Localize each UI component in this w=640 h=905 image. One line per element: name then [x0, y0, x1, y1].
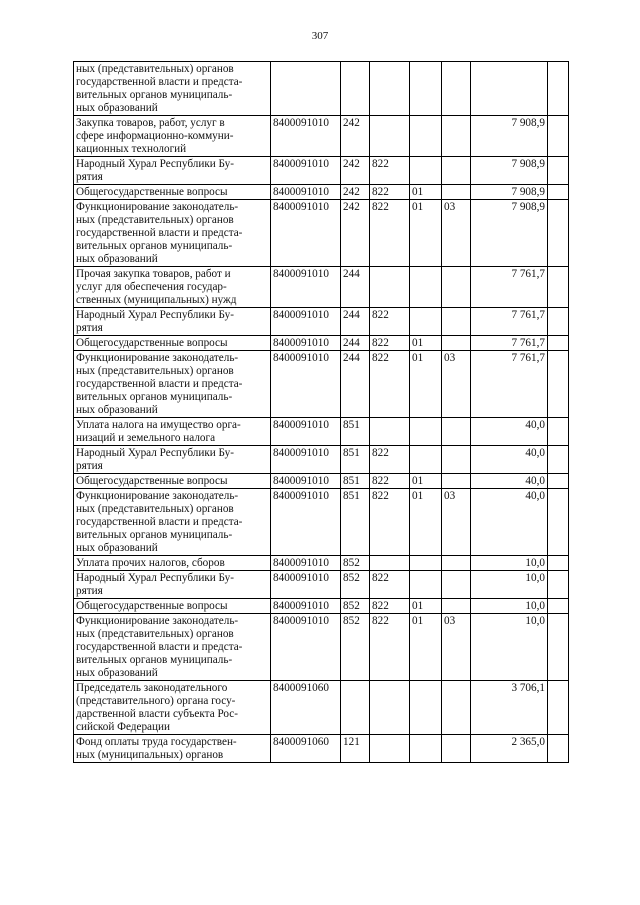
subsection-code-cell	[442, 556, 471, 571]
empty-cell	[548, 308, 569, 336]
section-code-cell: 01	[410, 336, 442, 351]
table-row	[74, 267, 569, 308]
expense-type-code-cell: 852	[341, 556, 370, 571]
table-row	[74, 336, 569, 351]
table-row	[74, 446, 569, 474]
expense-name-cell: Прочая закупка товаров, работ и услуг для обеспечения государ- ственных (муниципальных) нужд	[74, 267, 271, 308]
table-row	[74, 351, 569, 418]
amount-cell: 7 761,7	[471, 351, 548, 418]
section-code-cell	[410, 157, 442, 185]
expense-type-code-cell: 851	[341, 446, 370, 474]
administrator-code-cell	[370, 116, 410, 157]
target-article-code-cell: 8400091010	[271, 446, 341, 474]
table-row	[74, 735, 569, 763]
expense-type-code-cell: 851	[341, 418, 370, 446]
expense-type-code-cell: 852	[341, 614, 370, 681]
administrator-code-cell	[370, 418, 410, 446]
target-article-code-cell: 8400091010	[271, 336, 341, 351]
expense-name-cell: Функционирование законодатель- ных (представительных) органов государственной власти и предста- вительных органов муниципаль- ных образований	[74, 614, 271, 681]
expense-name-cell: Общегосударственные вопросы	[74, 474, 271, 489]
expense-type-code-cell: 242	[341, 200, 370, 267]
target-article-code-cell: 8400091010	[271, 489, 341, 556]
expense-type-code-cell: 242	[341, 157, 370, 185]
budget-table	[73, 61, 569, 763]
table-row	[74, 308, 569, 336]
expense-type-code-cell: 242	[341, 185, 370, 200]
target-article-code-cell: 8400091010	[271, 474, 341, 489]
table-row	[74, 157, 569, 185]
section-code-cell: 01	[410, 489, 442, 556]
empty-cell	[548, 681, 569, 735]
expense-type-code-cell: 244	[341, 308, 370, 336]
empty-cell	[548, 474, 569, 489]
amount-cell: 10,0	[471, 599, 548, 614]
empty-cell	[548, 351, 569, 418]
target-article-code-cell: 8400091060	[271, 735, 341, 763]
expense-type-code-cell: 852	[341, 599, 370, 614]
expense-name-cell: Общегосударственные вопросы	[74, 599, 271, 614]
expense-type-code-cell: 852	[341, 571, 370, 599]
expense-type-code-cell	[341, 681, 370, 735]
empty-cell	[548, 267, 569, 308]
subsection-code-cell	[442, 116, 471, 157]
expense-type-code-cell: 242	[341, 116, 370, 157]
expense-name-cell: Фонд оплаты труда государствен- ных (муниципальных) органов	[74, 735, 271, 763]
expense-type-code-cell: 244	[341, 267, 370, 308]
expense-name-cell: Закупка товаров, работ, услуг в сфере информационно-коммуни- кационных технологий	[74, 116, 271, 157]
empty-cell	[548, 446, 569, 474]
amount-cell: 10,0	[471, 571, 548, 599]
section-code-cell	[410, 571, 442, 599]
amount-cell: 7 761,7	[471, 336, 548, 351]
administrator-code-cell	[370, 681, 410, 735]
table-row	[74, 681, 569, 735]
amount-cell: 7 761,7	[471, 308, 548, 336]
amount-cell: 7 908,9	[471, 185, 548, 200]
subsection-code-cell	[442, 599, 471, 614]
target-article-code-cell: 8400091010	[271, 308, 341, 336]
subsection-code-cell	[442, 735, 471, 763]
target-article-code-cell: 8400091010	[271, 157, 341, 185]
section-code-cell	[410, 418, 442, 446]
administrator-code-cell: 822	[370, 308, 410, 336]
expense-name-cell: Народный Хурал Республики Бу- рятия	[74, 571, 271, 599]
administrator-code-cell: 822	[370, 489, 410, 556]
empty-cell	[548, 614, 569, 681]
section-code-cell: 01	[410, 185, 442, 200]
administrator-code-cell: 822	[370, 351, 410, 418]
amount-cell: 40,0	[471, 446, 548, 474]
expense-name-cell: Народный Хурал Республики Бу- рятия	[74, 308, 271, 336]
subsection-code-cell: 03	[442, 614, 471, 681]
amount-cell: 7 761,7	[471, 267, 548, 308]
amount-cell: 7 908,9	[471, 157, 548, 185]
section-code-cell: 01	[410, 351, 442, 418]
amount-cell: 2 365,0	[471, 735, 548, 763]
empty-cell	[548, 157, 569, 185]
table-row	[74, 62, 569, 116]
administrator-code-cell	[370, 556, 410, 571]
target-article-code-cell: 8400091010	[271, 614, 341, 681]
administrator-code-cell: 822	[370, 157, 410, 185]
expense-name-cell: Общегосударственные вопросы	[74, 185, 271, 200]
amount-cell	[471, 62, 548, 116]
section-code-cell	[410, 308, 442, 336]
section-code-cell: 01	[410, 474, 442, 489]
empty-cell	[548, 200, 569, 267]
administrator-code-cell: 822	[370, 336, 410, 351]
section-code-cell	[410, 267, 442, 308]
empty-cell	[548, 571, 569, 599]
table-row	[74, 599, 569, 614]
target-article-code-cell: 8400091010	[271, 185, 341, 200]
expense-name-cell: Уплата налога на имущество орга- низаций и земельного налога	[74, 418, 271, 446]
section-code-cell	[410, 116, 442, 157]
expense-type-code-cell: 851	[341, 474, 370, 489]
amount-cell: 40,0	[471, 489, 548, 556]
subsection-code-cell	[442, 308, 471, 336]
subsection-code-cell	[442, 446, 471, 474]
section-code-cell: 01	[410, 614, 442, 681]
amount-cell: 7 908,9	[471, 116, 548, 157]
section-code-cell: 01	[410, 599, 442, 614]
target-article-code-cell: 8400091010	[271, 599, 341, 614]
expense-name-cell: Народный Хурал Республики Бу- рятия	[74, 446, 271, 474]
section-code-cell	[410, 681, 442, 735]
table-row	[74, 489, 569, 556]
amount-cell: 40,0	[471, 418, 548, 446]
subsection-code-cell	[442, 267, 471, 308]
amount-cell: 7 908,9	[471, 200, 548, 267]
table-row	[74, 200, 569, 267]
empty-cell	[548, 185, 569, 200]
subsection-code-cell	[442, 474, 471, 489]
table-body	[74, 62, 569, 763]
empty-cell	[548, 599, 569, 614]
administrator-code-cell	[370, 62, 410, 116]
empty-cell	[548, 62, 569, 116]
administrator-code-cell: 822	[370, 446, 410, 474]
expense-type-code-cell: 244	[341, 336, 370, 351]
subsection-code-cell: 03	[442, 351, 471, 418]
target-article-code-cell: 8400091010	[271, 267, 341, 308]
empty-cell	[548, 556, 569, 571]
target-article-code-cell	[271, 62, 341, 116]
empty-cell	[548, 116, 569, 157]
table-row	[74, 556, 569, 571]
subsection-code-cell	[442, 336, 471, 351]
expense-name-cell: Уплата прочих налогов, сборов	[74, 556, 271, 571]
table-row	[74, 571, 569, 599]
subsection-code-cell	[442, 157, 471, 185]
subsection-code-cell: 03	[442, 200, 471, 267]
target-article-code-cell: 8400091060	[271, 681, 341, 735]
subsection-code-cell	[442, 185, 471, 200]
empty-cell	[548, 489, 569, 556]
administrator-code-cell: 822	[370, 614, 410, 681]
table-row	[74, 185, 569, 200]
table-row	[74, 116, 569, 157]
target-article-code-cell: 8400091010	[271, 116, 341, 157]
expense-type-code-cell: 121	[341, 735, 370, 763]
administrator-code-cell: 822	[370, 571, 410, 599]
amount-cell: 10,0	[471, 614, 548, 681]
section-code-cell	[410, 735, 442, 763]
administrator-code-cell: 822	[370, 599, 410, 614]
empty-cell	[548, 336, 569, 351]
expense-name-cell: ных (представительных) органов государственной власти и предста- вительных органов муниципаль- ных образований	[74, 62, 271, 116]
expense-name-cell: Председатель законодательного (представительного) органа госу- дарственной власти субъекта Рос- сийской Федерации	[74, 681, 271, 735]
expense-name-cell: Народный Хурал Республики Бу- рятия	[74, 157, 271, 185]
target-article-code-cell: 8400091010	[271, 556, 341, 571]
expense-type-code-cell: 851	[341, 489, 370, 556]
subsection-code-cell	[442, 681, 471, 735]
section-code-cell: 01	[410, 200, 442, 267]
table-row	[74, 614, 569, 681]
target-article-code-cell: 8400091010	[271, 571, 341, 599]
administrator-code-cell	[370, 735, 410, 763]
target-article-code-cell: 8400091010	[271, 418, 341, 446]
expense-type-code-cell	[341, 62, 370, 116]
amount-cell: 40,0	[471, 474, 548, 489]
administrator-code-cell	[370, 267, 410, 308]
page-number: 307	[311, 30, 329, 42]
table-row	[74, 474, 569, 489]
empty-cell	[548, 418, 569, 446]
target-article-code-cell: 8400091010	[271, 200, 341, 267]
amount-cell: 3 706,1	[471, 681, 548, 735]
expense-name-cell: Функционирование законодатель- ных (представительных) органов государственной власти и предста- вительных органов муниципаль- ных образований	[74, 489, 271, 556]
section-code-cell	[410, 62, 442, 116]
expense-name-cell: Функционирование законодатель- ных (представительных) органов государственной власти и предста- вительных органов муниципаль- ных образований	[74, 200, 271, 267]
expense-type-code-cell: 244	[341, 351, 370, 418]
administrator-code-cell: 822	[370, 474, 410, 489]
subsection-code-cell	[442, 62, 471, 116]
section-code-cell	[410, 556, 442, 571]
subsection-code-cell	[442, 418, 471, 446]
target-article-code-cell: 8400091010	[271, 351, 341, 418]
subsection-code-cell: 03	[442, 489, 471, 556]
section-code-cell	[410, 446, 442, 474]
subsection-code-cell	[442, 571, 471, 599]
expense-name-cell: Общегосударственные вопросы	[74, 336, 271, 351]
administrator-code-cell: 822	[370, 185, 410, 200]
empty-cell	[548, 735, 569, 763]
amount-cell: 10,0	[471, 556, 548, 571]
administrator-code-cell: 822	[370, 200, 410, 267]
expense-name-cell: Функционирование законодатель- ных (представительных) органов государственной власти и предста- вительных органов муниципаль- ных образований	[74, 351, 271, 418]
table-row	[74, 418, 569, 446]
